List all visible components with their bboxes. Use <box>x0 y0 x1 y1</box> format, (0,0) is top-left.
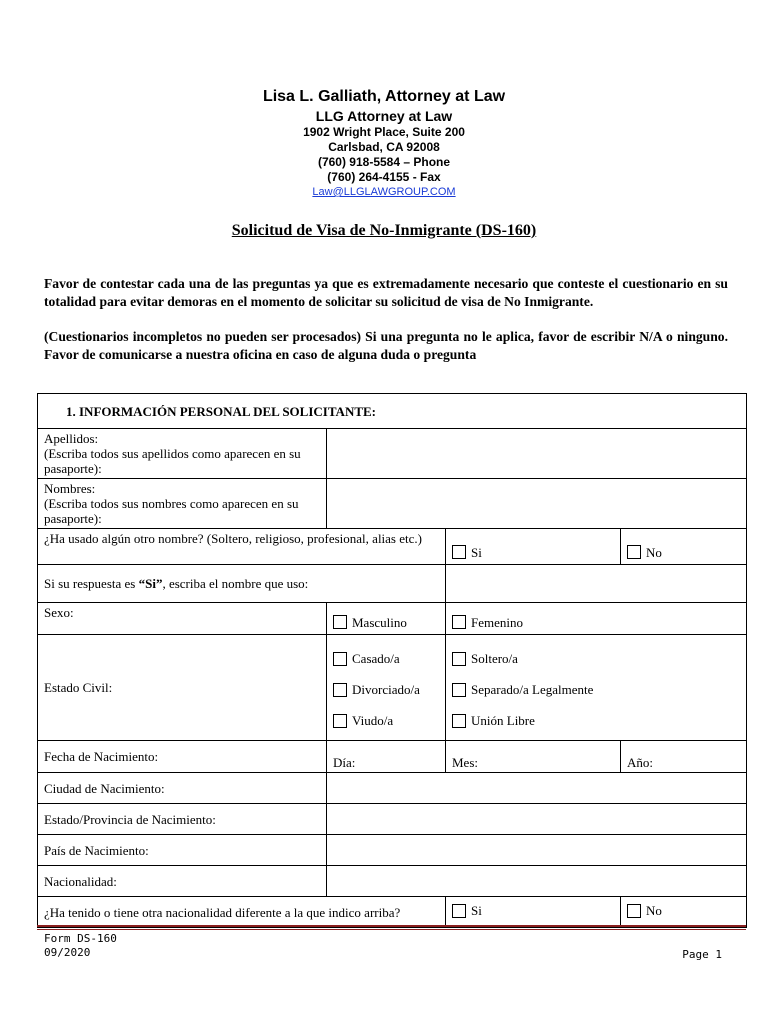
checkbox-icon[interactable] <box>452 683 466 697</box>
estado-civil-label: Estado Civil: <box>38 635 327 741</box>
checkbox-icon[interactable] <box>333 615 347 629</box>
pais-nacimiento-field[interactable] <box>327 835 747 866</box>
checkbox-icon[interactable] <box>452 714 466 728</box>
intro-paragraph-1: Favor de contestar cada una de las preguntas ya que es extremadamente necesario que conteste el cuestionario en su totalidad para evitar demoras en el momento de solicitar su solicitud de visa de No Inmigrante. <box>44 276 728 309</box>
apellidos-label <box>38 429 327 479</box>
union-libre-option[interactable] <box>452 705 740 736</box>
checkbox-icon[interactable] <box>452 545 466 559</box>
divorciado-option[interactable] <box>333 674 439 705</box>
union-libre-label: Unión Libre <box>471 713 535 728</box>
ciudad-nacimiento-field[interactable] <box>327 773 747 804</box>
page-number: Page 1 <box>682 948 722 961</box>
email-link[interactable]: Law@LLGLAWGROUP.COM <box>312 186 456 198</box>
apellidos-note: (Escriba todos sus apellidos como aparecen en su pasaporte): <box>44 446 301 476</box>
fecha-nacimiento-label: Fecha de Nacimiento: <box>38 741 327 773</box>
femenino-label: Femenino <box>471 614 523 630</box>
otro-nombre-field[interactable] <box>446 565 747 603</box>
letterhead <box>0 86 768 199</box>
footer-form-date: 09/2020 <box>44 946 91 959</box>
casado-option[interactable] <box>333 643 439 674</box>
nombres-label <box>38 479 327 529</box>
si-label: Si <box>471 544 482 560</box>
anio-field[interactable] <box>621 741 747 773</box>
separado-label: Separado/a Legalmente <box>471 682 594 697</box>
intro-paragraph-2: (Cuestionarios incompletos no pueden ser procesados) Si una pregunta no le aplica, favor de escribir N/A o ninguno. Favor de comunicarse a nuestra oficina en caso de alguna duda o pregunta <box>44 329 728 362</box>
checkbox-icon[interactable] <box>333 683 347 697</box>
nombres-note: (Escriba todos sus nombres como aparecen en su pasaporte): <box>44 496 299 526</box>
checkbox-icon[interactable] <box>333 714 347 728</box>
masculino-label: Masculino <box>352 614 407 630</box>
apellidos-field[interactable] <box>327 429 747 479</box>
mes-field[interactable] <box>446 741 621 773</box>
followup-prefix: Si su respuesta es <box>44 576 139 591</box>
dia-field[interactable] <box>327 741 446 773</box>
attorney-name: Lisa L. Galliath, Attorney at Law <box>262 88 506 105</box>
section-title: 1. INFORMACIÓN PERSONAL DEL SOLICITANTE: <box>38 394 747 429</box>
otro-nombre-no-cell[interactable] <box>621 529 747 565</box>
otra-nacionalidad-no-cell[interactable] <box>621 897 747 928</box>
soltero-label: Soltero/a <box>471 651 518 666</box>
checkbox-icon[interactable] <box>333 652 347 666</box>
si-label: Si <box>471 903 482 919</box>
checkbox-icon[interactable] <box>627 904 641 918</box>
otro-nombre-si-cell[interactable] <box>446 529 621 565</box>
checkbox-icon[interactable] <box>627 545 641 559</box>
otra-nacionalidad-si-cell[interactable] <box>446 897 621 928</box>
otra-nacionalidad-label: ¿Ha tenido o tiene otra nacionalidad diferente a la que indico arriba? <box>38 897 446 928</box>
footer-form-info <box>44 932 117 960</box>
footer-form-name: Form DS-160 <box>44 932 117 945</box>
separado-option[interactable] <box>452 674 740 705</box>
followup-suffix: , escriba el nombre que uso: <box>162 576 309 591</box>
otro-nombre-label: ¿Ha usado algún otro nombre? (Soltero, religioso, profesional, alias etc.) <box>38 529 446 565</box>
nombres-field[interactable] <box>327 479 747 529</box>
document-title: Solicitud de Visa de No-Inmigrante (DS-160) <box>231 222 537 239</box>
address-line-2: Carlsbad, CA 92008 <box>328 140 440 154</box>
viudo-option[interactable] <box>333 705 439 736</box>
sexo-femenino-cell[interactable] <box>446 603 747 635</box>
nacionalidad-field[interactable] <box>327 866 747 897</box>
otro-nombre-followup-label <box>38 565 446 603</box>
sexo-label: Sexo: <box>38 603 327 635</box>
divorciado-label: Divorciado/a <box>352 682 420 697</box>
checkbox-icon[interactable] <box>452 652 466 666</box>
firm-name: LLG Attorney at Law <box>315 108 453 124</box>
estado-provincia-label: Estado/Provincia de Nacimiento: <box>38 804 327 835</box>
casado-label: Casado/a <box>352 651 400 666</box>
followup-si: “Si” <box>138 576 163 591</box>
nombres-title: Nombres: <box>44 481 96 496</box>
sexo-masculino-cell[interactable] <box>327 603 446 635</box>
address-line-1: 1902 Wright Place, Suite 200 <box>303 125 465 139</box>
no-label: No <box>646 903 662 919</box>
fax-number: (760) 264-4155 - Fax <box>327 170 441 184</box>
dia-label: Día: <box>333 755 356 770</box>
apellidos-title: Apellidos: <box>44 431 99 446</box>
estado-civil-col-1 <box>327 635 446 741</box>
checkbox-icon[interactable] <box>452 904 466 918</box>
phone-number: (760) 918-5584 – Phone <box>317 155 451 169</box>
estado-provincia-field[interactable] <box>327 804 747 835</box>
ciudad-nacimiento-label: Ciudad de Nacimiento: <box>38 773 327 804</box>
mes-label: Mes: <box>452 755 478 770</box>
estado-civil-col-2 <box>446 635 747 741</box>
viudo-label: Viudo/a <box>352 713 394 728</box>
nacionalidad-label: Nacionalidad: <box>38 866 327 897</box>
pais-nacimiento-label: País de Nacimiento: <box>38 835 327 866</box>
no-label: No <box>646 544 662 560</box>
anio-label: Año: <box>627 755 653 770</box>
applicant-info-table <box>37 393 747 928</box>
checkbox-icon[interactable] <box>452 615 466 629</box>
soltero-option[interactable] <box>452 643 740 674</box>
footer-divider <box>37 925 746 927</box>
footer-divider-thin <box>37 929 746 930</box>
